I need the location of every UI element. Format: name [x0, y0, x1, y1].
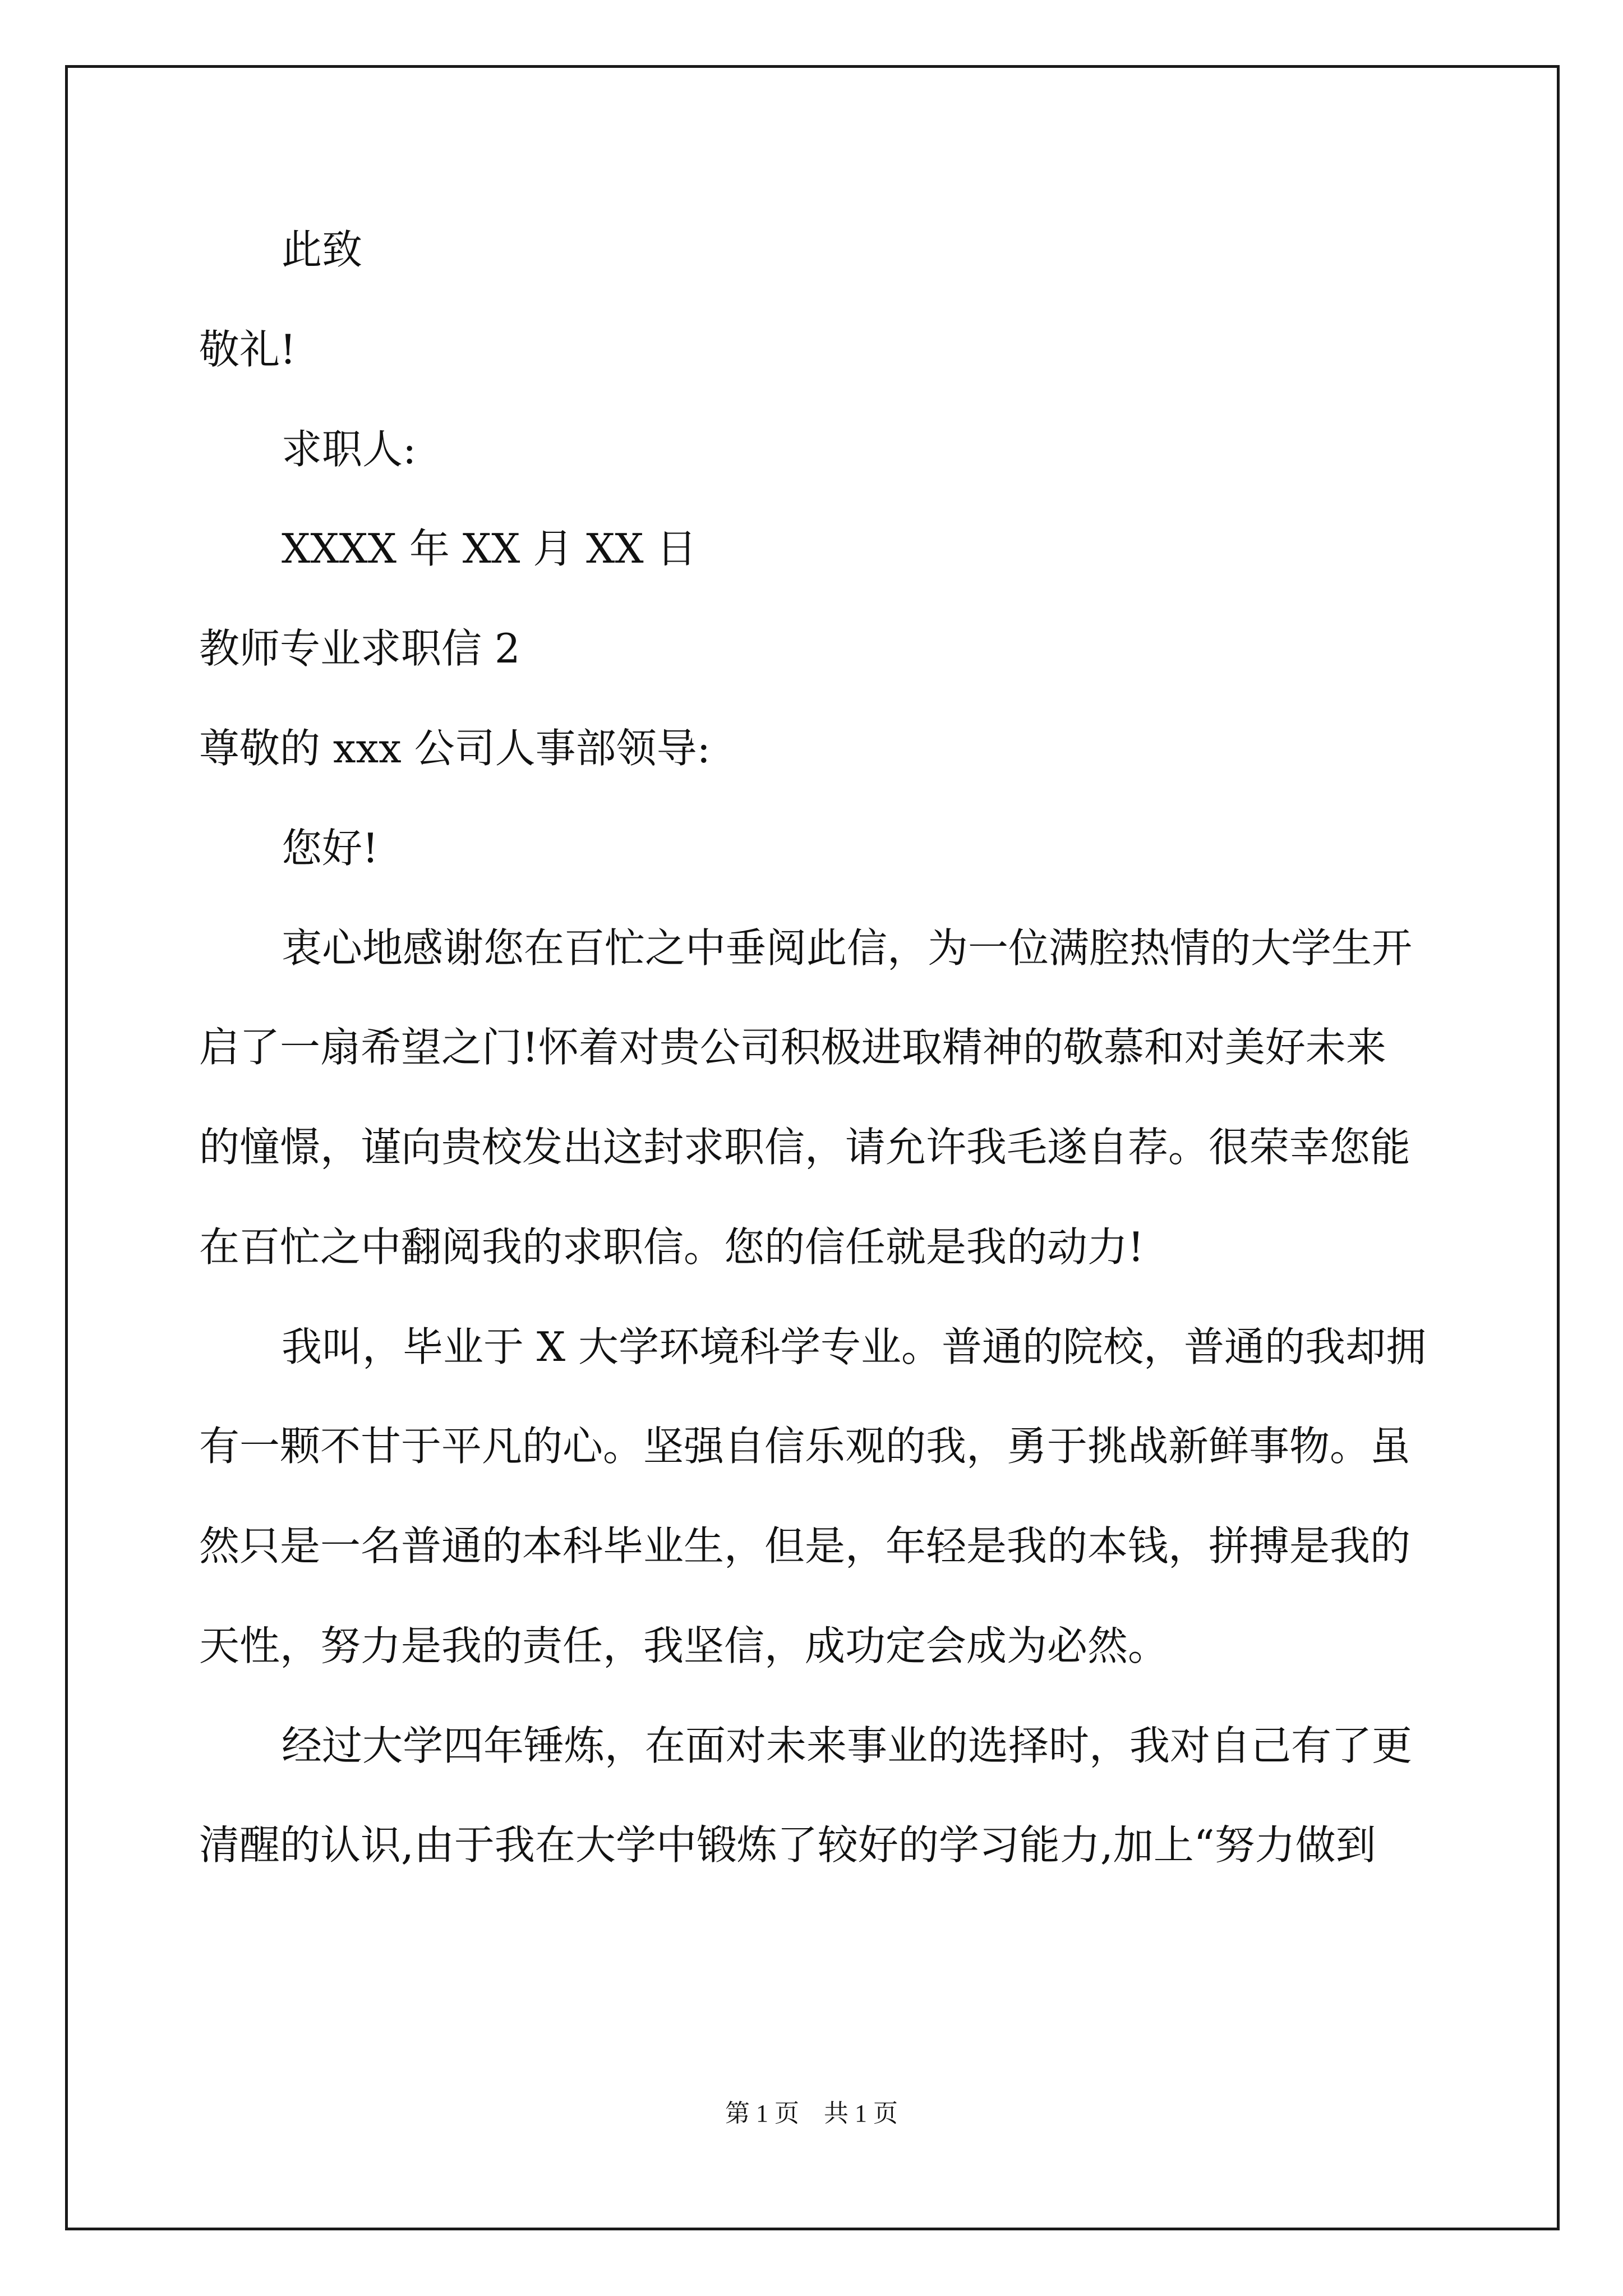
- letter-title: 教师专业求职信 2: [199, 625, 520, 672]
- paragraph-line: 的憧憬，谨向贵校发出这封求职信，请允许我毛遂自荐。很荣幸您能: [199, 1124, 1411, 1171]
- paragraph-line: 天性，努力是我的责任，我坚信，成功定会成为必然。: [199, 1622, 1169, 1669]
- date-line: XXXX 年 XX 月 XX 日: [282, 525, 697, 572]
- paragraph-line: 我叫，毕业于 X 大学环境科学专业。普通的院校，普通的我却拥: [282, 1323, 1427, 1370]
- page-footer: [0, 2097, 1623, 2131]
- greeting: 您好!: [282, 825, 379, 872]
- paragraph-line: 在百忙之中翻阅我的求职信。您的信任就是我的动力!: [199, 1223, 1144, 1271]
- paragraph-line: 衷心地感谢您在百忙之中垂阅此信，为一位满腔热情的大学生开: [282, 924, 1413, 972]
- recipient-line: 尊敬的 xxx 公司人事部领导:: [199, 725, 711, 772]
- applicant-label: 求职人:: [282, 426, 417, 473]
- page-total: 共 1 页: [824, 2100, 898, 2127]
- paragraph-line: 清醒的认识,由于我在大学中锻炼了较好的学习能力,加上“努力做到: [199, 1821, 1376, 1869]
- page-number: 第 1 页: [725, 2100, 799, 2127]
- closing-salutation: 此致: [282, 226, 363, 273]
- paragraph-line: 启了一扇希望之门!怀着对贵公司积极进取精神的敬慕和对美好未来: [199, 1024, 1386, 1071]
- paragraph-line: 有一颗不甘于平凡的心。坚强自信乐观的我，勇于挑战新鲜事物。虽: [199, 1423, 1411, 1470]
- paragraph-line: 然只是一名普通的本科毕业生，但是，年轻是我的本钱，拼搏是我的: [199, 1522, 1411, 1570]
- closing-regards: 敬礼!: [199, 326, 296, 373]
- paragraph-line: 经过大学四年锤炼，在面对未来事业的选择时，我对自己有了更: [282, 1722, 1413, 1769]
